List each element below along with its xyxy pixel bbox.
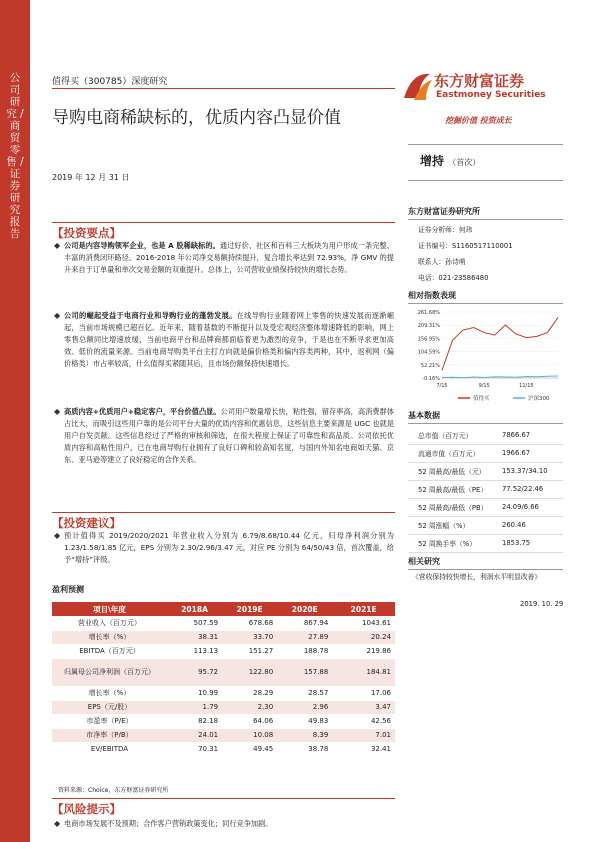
table-cell: 市净率（P/B） (52, 728, 167, 742)
table-cell: 64.06 (222, 714, 277, 728)
table-row (52, 686, 395, 700)
advice-item (54, 530, 394, 566)
table-cell: 27.89 (277, 630, 332, 644)
table-cell: 49.45 (222, 742, 277, 756)
table-row (52, 658, 395, 686)
table-cell: 52 周最高/最低（PE） (408, 480, 498, 498)
logo-en-text: Eastmoney Securities (436, 90, 546, 100)
table-cell: 24.01 (167, 728, 222, 742)
related-report-date: 2019. 10. 29 (520, 600, 564, 608)
rating-divider-bottom (408, 180, 563, 181)
table-cell: 28.57 (277, 686, 332, 700)
highlight-text: 公司用户数量增长快，粘性强，留存率高，高消费群体占比大，而吸引这些用户靠的是公司平台大量的优质内容和优惠信息，这些信息主要来源是 UGC 也就是用户自发贡献。这些信息经过了严格的审核和筛选，在很大程度上保证了可靠性和高品质。公司依托优质内容和高粘性用户，已在电商导购行业拥有了良好口碑和较高知名度，与国内外知名电商如天猫、京东、亚马逊等建立了良好稳定的合作关系。 (64, 407, 394, 464)
logo-cn-text: 东方财富证券 (434, 72, 525, 90)
table-cell: 1043.61 (332, 616, 395, 630)
table-cell: EPS（元/股） (52, 700, 167, 714)
table-cell: 增长率（%） (52, 630, 167, 644)
table-cell: 52 周换手率（%） (408, 534, 498, 552)
table-cell: 10.08 (222, 728, 277, 742)
table-cell: 507.59 (167, 616, 222, 630)
table-cell: 24.09/6.66 (498, 498, 563, 516)
table-cell: 2.96 (277, 700, 332, 714)
table-cell: 38.78 (277, 742, 332, 756)
legend-label: 值得买 (473, 396, 490, 402)
table-cell: 归属母公司净利润（百万元） (52, 658, 167, 686)
table-cell: 122.80 (222, 658, 277, 686)
table-cell: 增长率（%） (52, 686, 167, 700)
table-cell: 流通市值（百万元） (408, 444, 498, 462)
analyst-name: 证券分析师：何玮 (418, 226, 473, 234)
highlight-text: 在线导购行业随着网上零售的快速发展而逐渐崛起，当前市场规模已超百亿。近年来，随着基数的不断提升以及受宏观经济整体增速降低的影响，网上零售总额同比增速放缓，当前电商平台和品牌商都面临着更为激烈的竞争，于是也在不断寻求更加高效、低价的流量来源。当前电商导购类平台主打方向就是偏价格类和偏内容类两种，其中，返利网（偏价格类）市占率较高，什么值得买紧随其后，且市场份额保持快速增长。 (64, 311, 394, 368)
table-cell: 28.29 (222, 686, 277, 700)
risk-text: 电商市场发展不及预期；合作客户营销政策变化；同行竞争加剧。 (64, 819, 273, 828)
y-tick-label: -0.16% (422, 376, 440, 382)
basic-data-heading: 基本数据 (408, 410, 563, 424)
table-row (408, 516, 563, 534)
table-cell: 219.86 (332, 644, 395, 658)
page-title: 导购电商稀缺标的，优质内容凸显价值 (52, 108, 341, 128)
table-row (408, 444, 563, 462)
table-cell: 157.88 (277, 658, 332, 686)
x-tick-label: 9/15 (478, 383, 490, 389)
table-cell: 7866.67 (498, 426, 563, 444)
diamond-bullet-icon: ◆ (54, 311, 61, 320)
rating-badge (420, 152, 480, 169)
contact-phone: 电话：021-23586480 (418, 274, 489, 282)
x-tick-label: 7/15 (436, 383, 448, 389)
company-label: 值得买（300785）深度研究 (52, 77, 168, 87)
y-tick-label: 156.95% (417, 336, 440, 343)
highlight-item (54, 240, 394, 276)
table-cell: 8.39 (277, 728, 332, 742)
table-source: 资料来源：Choice，东方财富证券研究所 (58, 787, 169, 794)
highlight-item (54, 406, 394, 466)
table-cell: 77.52/22.46 (498, 480, 563, 498)
sidebar-label: 公司研究 / 商贸零售 / 证券研究报告 (6, 72, 24, 240)
table-cell: 52 周最高/最低（元） (408, 462, 498, 480)
table-cell: 49.83 (277, 714, 332, 728)
table-cell: 42.56 (332, 714, 395, 728)
y-tick-label: 104.59% (417, 349, 440, 356)
related-heading: 相关研究 (408, 556, 563, 570)
table-cell: 1.79 (167, 700, 222, 714)
table-cell: 52 周最高/最低（PB） (408, 498, 498, 516)
table-header-cell: 2019E (222, 602, 277, 616)
diamond-bullet-icon: ◆ (54, 241, 61, 250)
table-row (408, 498, 563, 516)
table-cell: 52 周涨幅（%） (408, 516, 498, 534)
table-cell: 营业收入（百万元） (52, 616, 167, 630)
table-cell: EV/EBITDA (52, 742, 167, 756)
table-cell: 678.68 (222, 616, 277, 630)
basic-data-table (408, 426, 563, 553)
table-cell: 1966.67 (498, 444, 563, 462)
table-row (408, 462, 563, 480)
diamond-bullet-icon: ◆ (54, 531, 61, 540)
table-header-cell: 2018A (167, 602, 222, 616)
table-row (408, 534, 563, 552)
table-cell: EBITDA（百万元） (52, 644, 167, 658)
table-row (52, 700, 395, 714)
highlight-text: 通过好价、社区和百科三大板块为用户形成一条完整、丰富的消费闭环路径。2016-2018 年公司净交易额持续提升，复合增长率达到 72.93%，净 GMV 的提升来自于订单量和单次交易金额的双重提升。总体上，公司营收业绩保持较快的增长态势。 (64, 241, 394, 274)
analyst-cert: 证书编号：S1160517110001 (418, 242, 513, 250)
header-divider (52, 88, 395, 89)
report-date: 2019 年 12 月 31 日 (52, 173, 130, 182)
index-chart-heading: 相对指数表现 (408, 290, 563, 304)
rating-divider-top (408, 144, 563, 145)
legend-label: 沪深300 (528, 396, 550, 402)
table-cell: 38.31 (167, 630, 222, 644)
table-row (52, 644, 395, 658)
diamond-bullet-icon: ◆ (54, 819, 61, 828)
table-cell: 188.78 (277, 644, 332, 658)
highlights-heading: 【投资要点】 (52, 222, 395, 241)
table-cell: 10.99 (167, 686, 222, 700)
y-tick-label: 52.21% (420, 362, 440, 369)
highlight-bold: 高质内容+优质用户+稳定客户，平台价值凸显。 (64, 407, 221, 416)
table-cell: 32.41 (332, 742, 395, 756)
table-cell: 151.27 (222, 644, 277, 658)
highlight-item (54, 310, 394, 370)
risk-item (54, 818, 394, 830)
slogan: 挖掘价值 投资成长 (445, 116, 512, 125)
table-cell: 70.31 (167, 742, 222, 756)
rating-label: 增持 (420, 154, 445, 168)
table-cell: 总市值（百万元） (408, 426, 498, 444)
table-row (52, 616, 395, 630)
diamond-bullet-icon: ◆ (54, 407, 61, 416)
table-cell: 82.18 (167, 714, 222, 728)
table-cell: 33.70 (222, 630, 277, 644)
table-cell: 113.13 (167, 644, 222, 658)
table-header-cell: 2021E (332, 602, 395, 616)
rating-sub: （首次） (448, 158, 481, 167)
institute-heading: 东方财富证券研究所 (408, 206, 563, 220)
table-cell: 260.46 (498, 516, 563, 534)
table-cell: 2.30 (222, 700, 277, 714)
table-cell: 3.47 (332, 700, 395, 714)
advice-text: 预计值得买 2019/2020/2021 年营业收入分别为 6.79/8.68/10.44 亿元，归母净利润分别为 1.23/1.58/1.85 亿元，EPS 分别为 2.30/2.96/3.47 元，对应 PE 分别为 64/50/43 倍，首次覆盖，给予“增持”评级。 (64, 531, 394, 564)
table-cell: 7.01 (332, 728, 395, 742)
table-row (52, 728, 395, 742)
series-line-1 (442, 376, 558, 378)
table-row (52, 742, 395, 756)
table-cell: 20.24 (332, 630, 395, 644)
x-tick-label: 11/15 (519, 383, 534, 389)
advice-heading: 【投资建议】 (52, 512, 395, 531)
highlight-bold: 公司是内容导购领军企业，也是 A 股稀缺标的。 (64, 241, 220, 250)
table-header-cell: 项目\年度 (52, 602, 167, 616)
table-cell: 95.72 (167, 658, 222, 686)
highlight-bold: 公司的崛起受益于电商行业和导购行业的蓬勃发展。 (64, 311, 237, 320)
risk-heading: 【风险提示】 (52, 798, 395, 817)
table-cell: 1853.75 (498, 534, 563, 552)
table-header-cell: 2020E (277, 602, 332, 616)
forecast-table (52, 602, 395, 757)
relative-index-chart (408, 306, 563, 406)
table-cell: 184.81 (332, 658, 395, 686)
table-row (52, 630, 395, 644)
table-cell: 市盈率（P/E） (52, 714, 167, 728)
table-header-row (52, 602, 395, 616)
table-row (408, 426, 563, 444)
table-cell: 17.06 (332, 686, 395, 700)
table-cell: 867.94 (277, 616, 332, 630)
y-tick-label: 261.68% (417, 310, 440, 316)
table-row (408, 480, 563, 498)
table-row (52, 714, 395, 728)
forecast-title: 盈利预测 (52, 585, 84, 594)
contact-name: 联系人：孙诗萌 (418, 258, 466, 266)
table-cell: 153.37/34.10 (498, 462, 563, 480)
related-report-link[interactable]: 《营收保持较快增长，利润水平明显改善》 (412, 573, 542, 581)
y-tick-label: 209.31% (417, 323, 440, 330)
